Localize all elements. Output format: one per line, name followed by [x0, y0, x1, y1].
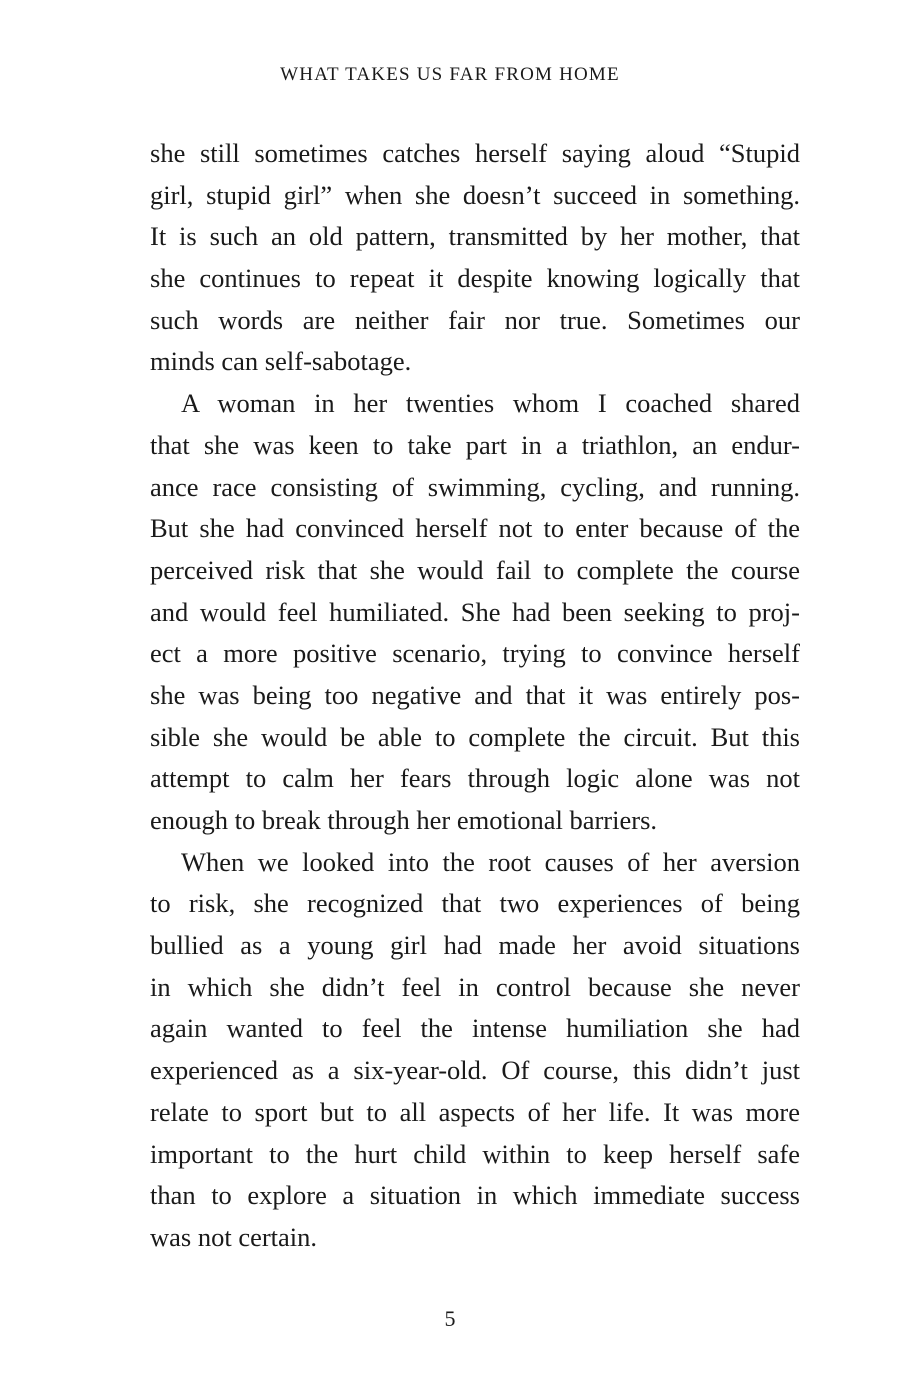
- text-line: again wanted to feel the intense humiliation she had: [150, 1013, 800, 1044]
- text-line: It is such an old pattern, transmitted by her mother, that: [150, 221, 800, 252]
- text-line: enough to break through her emotional barriers.: [150, 805, 658, 835]
- text-line: attempt to calm her fears through logic alone was not: [150, 763, 800, 794]
- text-line: was not certain.: [150, 1221, 318, 1252]
- paragraph-1: [150, 133, 800, 383]
- body-text: [150, 133, 800, 1259]
- text-line: bullied as a young girl had made her avoid situations: [150, 930, 800, 961]
- text-line: important to the hurt child within to keep herself safe: [150, 1138, 800, 1169]
- text-line: that she was keen to take part in a triathlon, an endur-: [150, 429, 800, 460]
- text-line: she was being too negative and that it was entirely pos-: [150, 679, 800, 710]
- text-line: she still sometimes catches herself saying aloud “Stupid: [150, 138, 800, 168]
- paragraph-2: [150, 383, 800, 842]
- text-line: perceived risk that she would fail to complete the course: [150, 554, 800, 585]
- text-line: to risk, she recognized that two experiences of being: [150, 888, 800, 919]
- text-line: she continues to repeat it despite knowing logically that: [150, 263, 800, 294]
- text-line: such words are neither fair nor true. Sometimes our: [150, 304, 800, 335]
- text-line: ect a more positive scenario, trying to convince herself: [150, 638, 800, 669]
- running-head: WHAT TAKES US FAR FROM HOME: [280, 64, 620, 85]
- text-line: sible she would be able to complete the circuit. But this: [150, 721, 800, 752]
- text-line: ance race consisting of swimming, cycling, and running.: [150, 471, 800, 502]
- text-line: girl, stupid girl” when she doesn’t succeed in something.: [150, 179, 800, 210]
- text-line: minds can self-sabotage.: [150, 346, 412, 377]
- text-line: When we looked into the root causes of her aversion: [181, 846, 800, 877]
- text-line: than to explore a situation in which immediate success: [150, 1180, 800, 1211]
- text-line: experienced as a six-year-old. Of course, this didn’t just: [150, 1055, 800, 1086]
- text-line: But she had convinced herself not to enter because of the: [150, 513, 800, 544]
- text-line: A woman in her twenties whom I coached shared: [181, 388, 800, 419]
- page-number: 5: [444, 1306, 456, 1331]
- text-line: relate to sport but to all aspects of her life. It was more: [150, 1096, 800, 1127]
- text-line: and would feel humiliated. She had been seeking to proj-: [150, 596, 800, 627]
- paragraph-3: [150, 842, 800, 1259]
- text-line: in which she didn’t feel in control because she never: [150, 971, 800, 1002]
